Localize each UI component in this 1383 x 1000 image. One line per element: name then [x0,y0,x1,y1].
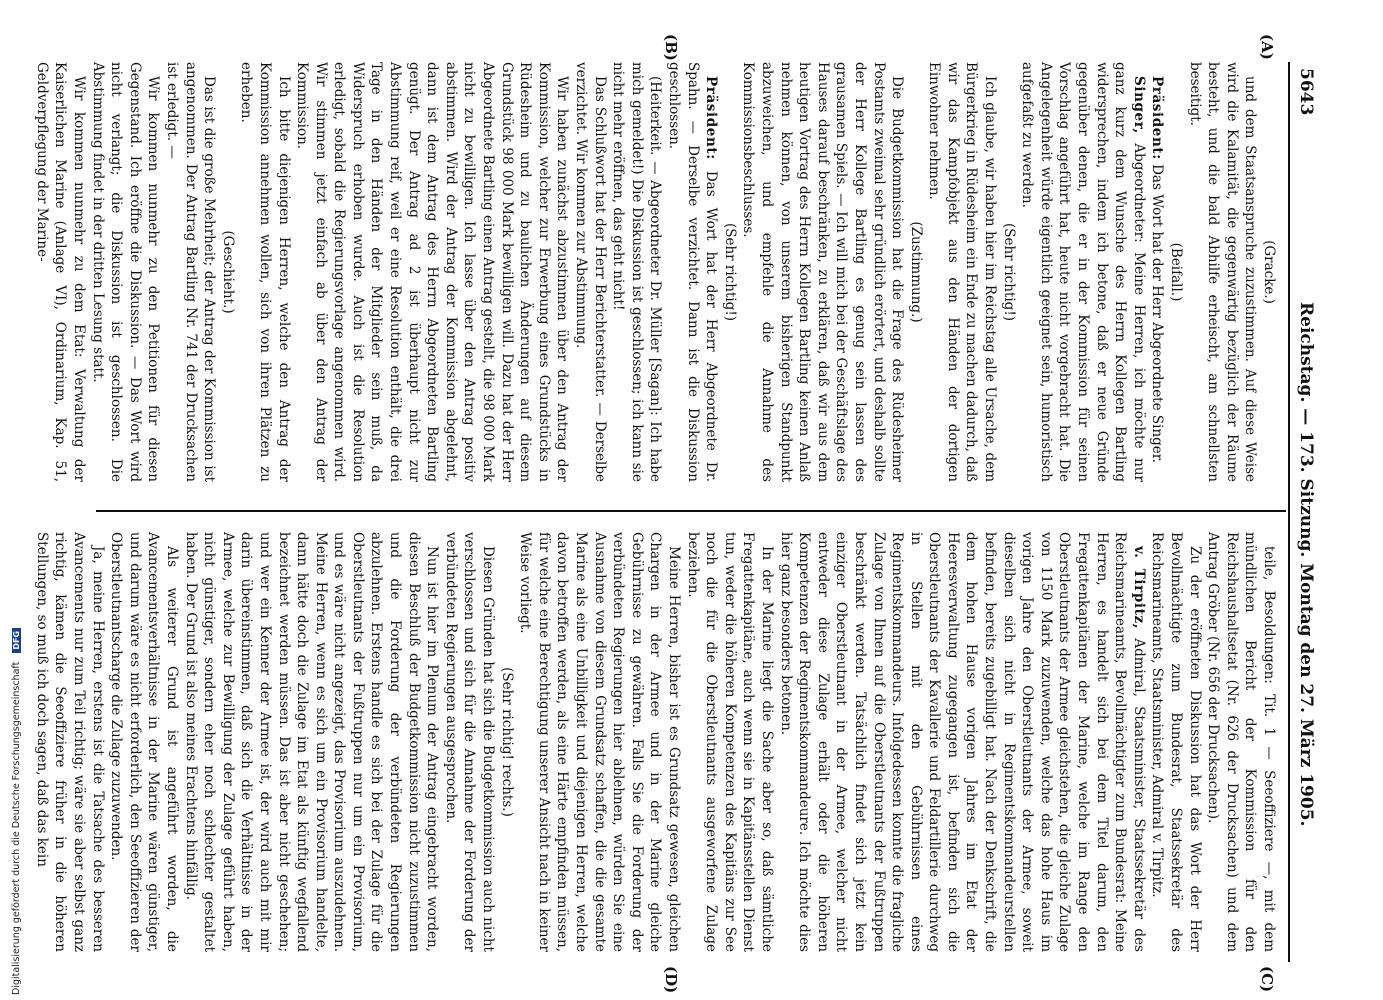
credit-text: Digitalisierung gefördert durch die Deutsche Forschungsgemeinschaft [11,661,22,995]
speaker-name: v. Tirpitz, [1130,546,1147,629]
stage-direction: (Gracke.) [1261,240,1277,304]
page-number: 5643 [1296,68,1316,116]
stage-direction: (Zustimmung.) [907,221,924,323]
speaker-name: Singer, [1130,76,1147,134]
text-paragraph: Ich bitte diejenigen Herren, welche den Antrag der Kommission annehmen wollen, sich von ihren Plätzen zu erheben. [238,62,292,482]
digitization-credit [4,1,28,995]
stage-direction: (Geschieht.) [219,230,236,314]
speaker-name: Präsident: [1149,76,1166,160]
running-header [1288,62,1320,962]
stage-direction: (Sehr richtig!) [1000,222,1017,322]
text-paragraph: Diesen Gründen hat sich die Budgetkommission auch nicht verschlossen und sich für die Annahme der Forderung der verbündeten Regierungen ausgesprochen. [442,532,497,952]
speech-text: Admiral, Staatsminister, Staatssekretär des Reichsmarineamts, Bevollmächtigter zum Bundesrat: Meine Herren, es handelt sich bei dem Titel darum, den Fregattenkapitänen der Marine, welche im Range den Oberstleutnants der Armee gleichstehen, die gleiche Zulage von 1150 Mark zuzuwenden, welche das hohe Haus im vorigen Jahre den Oberstleutnants der Armee, soweit dieselben sich nicht in Regimentskommandeurstellen befinden, bereits zugebilligt hat. Nach der Denkschrift, die dem hohen Hause vorigen Jahres im Etat der Heeresverwaltung zugegangen ist, befinden sich die Oberstleutnants der Kavallerie und Feldartillerie durchweg in Stellen mit den Gebührnissen eines Regimentskommandeurs. Infolgedessen konnte die fragliche Zulage von Ihnen auf die Oberstleutnants der Fußtruppen beschränkt werden. Tatsächlich findet sich jetzt kein einziger Oberstleutnant in der Armee, welcher nicht entweder diese Zulage erhält oder die höheren Kompetenzen der Regimentskommandeure. Ich möchte dies hier ganz besonders betonen. [777,532,1147,952]
text-paragraph: Das ist die große Mehrheit; der Antrag der Kommission ist angenommen. Der Antrag Bartling Nr. 741 der Drucksachen ist erledigt. — [163,62,218,482]
column-divider [96,510,1286,512]
speaker-name: Präsident: [703,76,720,160]
text-paragraph: Wir kommen nunmehr zu dem Etat: Verwaltung der Kaiserlichen Marine (Anlage VI), Ordinarium, Kap. 51, Geldverpflegung der Marine- [33,62,87,482]
margin-tag-a: (A) [1258,34,1276,60]
stage-direction: (Beifall.) [1168,242,1185,302]
text-paragraph: Wir kommen nunmehr zu den Petitionen für diesen Gegenstand. Ich eröffne die Diskussion. — Das Wort wird nicht verlangt; die Diskussion ist geschlossen. Die Abstimmung findet in der dritten Lesung statt. [89,62,162,482]
text-paragraph: Wir haben zunächst abzustimmen über den Antrag der Kommission, welcher zur Erwerbung eines Grundstücks in Rüdesheim und zu baulichen Änderungen auf diesem Grundstück 98 000 Mark bewilligen will. Dazu hat der Herr Abgeordnete Bartling einen Antrag gestellt, die 98 000 Mark nicht zu bewilligen. Ich lasse über den Antrag positiv abstimmen. Wird der Antrag der Kommission abgelehnt, dann ist dem Antrag des Herrn Abgeordneten Bartling genügt. Der Antrag ad 2 ist überhaupt nicht zur Abstimmung reif, weil er eine Resolution enthält, die drei Tage in den Händen der Mitglieder sein muß, da Widerspruch erhoben wurde. Auch ist die Resolution erledigt, sobald die Regierungsvorlage angenommen wird. Wir stimmen jetzt einfach ab über den Antrag der Kommission. [294,62,571,482]
speech-paragraph [1148,62,1167,482]
text-paragraph: Die Budgetkommission hat die Frage des Rüdesheimer Postamts zweimal sehr gründlich erörtert, und deshalb sollte der Herr Kollege Bartling es genug sein lassen des grausamen Spiels. — Ich will mich bei der Geschäftslage des Hauses darauf beschränken, zu erklären, daß wir aus dem heutigen Vortrag des Herrn Kollegen Bartling keinen Anlaß nehmen können, von unserem bisherigen Standpunkt abzuweichen, und empfehle die Annahme des Kommissionsbeschlusses. [740,62,906,482]
text-paragraph: Ich glaube, wir haben hier im Reichstag alle Ursache, dem Bürgerkrieg in Rüdesheim ein Ende zu machen dadurch, daß wir das Kampfobjekt aus den Händen der dortigen Einwohner nehmen. [926,62,999,482]
text-paragraph: In der Marine liegt die Sache aber so, daß sämtliche Fregattenkapitäne, auch wenn sie in Kapitänsstellen Dienst tun, weder die höheren Kompetenzen des Kapitäns zur See noch die für die Oberstleutnants ausgeworfene Zulage beziehen. [684,532,775,952]
speech-paragraph [1018,62,1148,482]
right-text-column [33,532,1278,952]
text-paragraph: teile, Besoldungen: Tit. 1 — Seeoffiziere —, mit dem mündlichen Bericht der Kommission für den Reichshaushaltsetat (Nr. 626 der Drucksachen) und dem Antrag Gröber (Nr. 656 der Drucksachen). [1205,532,1277,952]
text-paragraph: Das Schlußwort hat der Herr Berichterstatter. — Derselbe verzichtet. Wir kommen zur Abstimmung. [573,62,608,482]
text-paragraph: (Heiterkeit. — Abgeordneter Dr. Müller [Sagan]: Ich habe mich gemeldet!) Die Diskussion ist geschlossen; ich kann sie nicht mehr eröffnen, das geht nicht! [610,62,664,482]
text-paragraph: Meine Herren, bisher ist es Grundsatz gewesen, gleichen Chargen in der Armee und in der Marine gleiche Gebührnisse zu gewähren. Falls Sie die Forderung der verbündeten Regierungen hier ablehnen, würden Sie eine Ausnahme von diesem Grundsatz schaffen, die die gesamte Marine als eine Unbilligkeit und diejenigen Herren, welche davon betroffen werden, als eine Härte empfinden müssen, für welche eine Berechtigung unserer Ansicht nach in keiner Weise vorliegt. [517,532,682,952]
speech-paragraph [664,62,720,482]
speech-text: Das Wort hat der Herr Abgeordnete Dr. Spahn. — Derselbe verzichtet. Dann ist die Diskussion geschlossen. [666,62,720,482]
speech-text: Abgeordneter: Meine Herren, ich möchte nur ganz kurz dem Wunsche des Herrn Kollegen Bartling widersprechen, indem ich betone, daß er neue Gründe gegenüber denen, die er in der Kommission für seinen Vorschlag angeführt hat, heute nicht vorgebracht hat. Die Angelegenheit würde eigentlich geeignet sein, humoristisch aufgefaßt zu werden. [1019,62,1147,482]
margin-tag-b: (B) [662,34,680,61]
margin-tag-d: (D) [662,966,680,994]
text-paragraph: Zu der eröffneten Diskussion hat das Wort der Herr Bevollmächtigte zum Bundesrat, Staatssekretär des Reichsmarineamts, Staatsminister, Admiral v. Tirpitz. [1149,532,1203,952]
speech-text: Das Wort hat der Herr Abgeordnete Singer. [1149,164,1166,464]
document-page [33,34,1320,994]
text-paragraph: Nun ist hier im Plenum der Antrag eingebracht worden, diesen Beschluß der Budgetkommission nicht zuzustimmen und die Forderung der verbündeten Regierungen abzulehnen. Erstens handle es sich bei der Zulage für die Oberstleutnants der Fußtruppen nur um ein Provisorium, und es wäre nicht angezeigt, das Provisorium auszudehnen. Meine Herren, wenn es sich um ein Provisorium handelte, dann hätte doch die Zulage im Etat als künftig wegfallend bezeichnet werden müssen. Das ist aber nicht geschehen; und wer ein Kenner der Armee ist, der wird auch mit mir darin übereinstimmen, daß sich die Verhältnisse in der Armee, welche zur Bewilligung der Zulage geführt haben, nicht günstiger, sondern eher noch schlechter gestaltet haben. Der Grund ist also meines Erachtens hinfällig. [182,532,441,952]
text-paragraph: Als weiterer Grund ist angeführt worden, die Avancementsverhältnisse in der Marine wären günstiger, und darum wäre es nicht erforderlich, den Seeoffizieren der Oberstleutnantscharge die Zulage zuzuwenden. [108,532,180,952]
page-title: Reichstag. — 173. Sitzung. Montag den 27. März 1905. [1296,302,1316,827]
text-paragraph: und dem Staatsanspruche zuzustimmen. Auf diese Weise wird die Kalamität, die gegenwärtig bezüglich der Räume besteht, und die bald Abhilfe erheischt, am schnellsten beseitigt. [1186,62,1259,482]
left-text-column [33,62,1278,482]
stage-direction: (Sehr richtig!) [721,222,738,322]
text-paragraph: Ja, meine Herren, erstens ist die Tatsache des besseren Avancements nur zum Teil richtig; wäre sie aber selbst ganz richtig, kämen die Seeoffiziere früher in die höheren Stellungen, so muß ich doch sagen, daß das kein [33,532,106,952]
speech-paragraph [776,532,1148,952]
margin-tag-c: (C) [1258,966,1276,993]
stage-direction: (Sehr richtig! rechts.) [498,667,515,817]
dfg-logo: DFG [12,628,21,653]
